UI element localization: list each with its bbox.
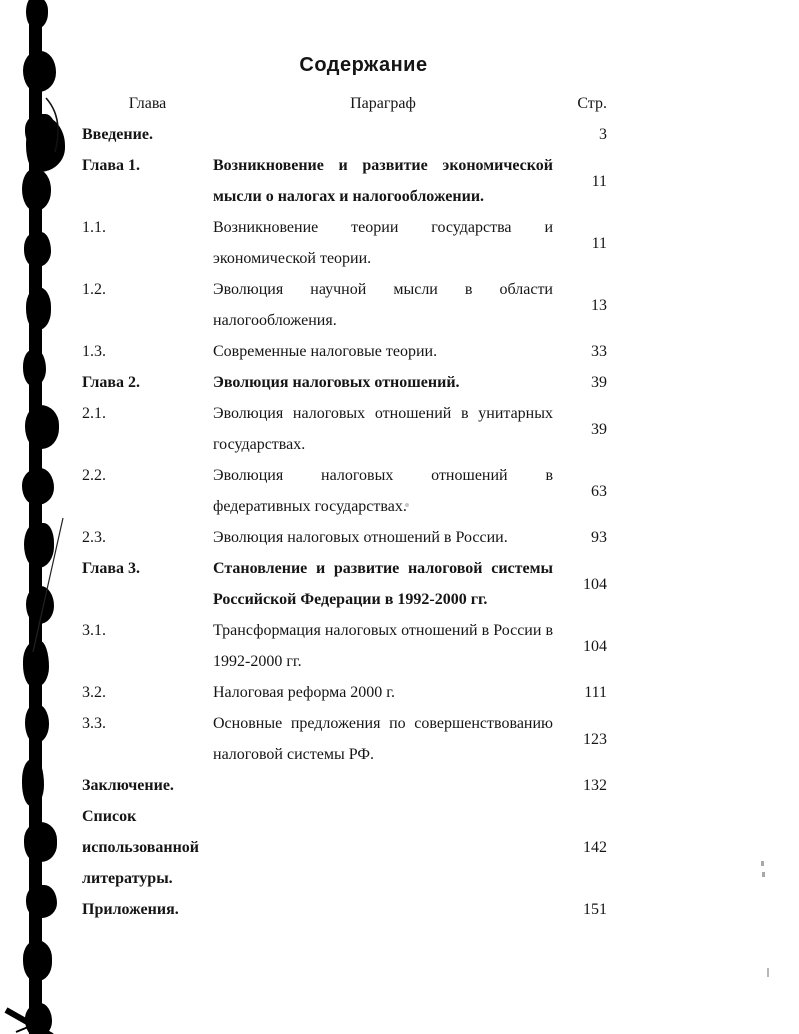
binding-hole-mark <box>26 586 54 624</box>
toc-row-paragraph: Трансформация налоговых отношений в России в 1992-2000 гг. <box>213 622 553 670</box>
toc-row-page-number: 33 <box>591 343 607 360</box>
binding-hole-mark <box>26 885 57 918</box>
toc-row-chapter: 3.1. <box>82 622 106 639</box>
toc-row-chapter: 1.1. <box>82 219 106 236</box>
toc-row <box>82 708 607 770</box>
table-of-contents <box>82 0 607 925</box>
toc-row-chapter: 1.3. <box>82 343 106 360</box>
toc-row-chapter: 2.3. <box>82 529 106 546</box>
binding-hole-mark <box>26 0 48 29</box>
toc-row <box>82 522 607 553</box>
toc-row-chapter: Глава 3. <box>82 560 140 577</box>
ink-blot <box>26 116 65 172</box>
toc-row-page-number: 11 <box>591 234 607 252</box>
toc-row-paragraph: Эволюция налоговых отношений в федеративных государствах. <box>213 467 553 515</box>
binding-hole-mark <box>22 759 44 806</box>
toc-row-paragraph <box>213 119 553 150</box>
toc-rows <box>82 119 607 925</box>
page-title: Содержание <box>299 54 428 76</box>
toc-row-page-number: 104 <box>583 575 607 593</box>
toc-row-page-number: 39 <box>591 374 607 391</box>
header-page: Стр. <box>577 95 607 112</box>
toc-row <box>82 553 607 615</box>
toc-row-chapter: Заключение. <box>82 777 174 794</box>
scan-speck <box>761 861 764 866</box>
binding-hole-mark <box>24 232 51 267</box>
toc-row <box>82 274 607 336</box>
toc-row-chapter: Список использованной литературы. <box>82 808 199 887</box>
toc-row <box>82 336 607 367</box>
toc-row-paragraph: Эволюция налоговых отношений в России. <box>213 529 508 546</box>
toc-row <box>82 615 607 677</box>
toc-row-page-number: 151 <box>583 901 607 918</box>
binding-hole-mark <box>26 287 51 330</box>
binding-hole-mark <box>25 1003 52 1034</box>
toc-row-page-number: 104 <box>583 637 607 655</box>
toc-row <box>82 460 607 522</box>
toc-row-paragraph: Основные предложения по совершенствованию налоговой системы РФ. <box>213 715 553 763</box>
toc-row <box>82 212 607 274</box>
column-headers <box>82 88 607 119</box>
toc-row-page-number: 11 <box>591 172 607 190</box>
toc-row-chapter: Глава 2. <box>82 374 140 391</box>
binding-hole-mark <box>25 405 59 449</box>
toc-row-chapter: 2.2. <box>82 467 106 484</box>
header-chapter: Глава <box>128 95 167 112</box>
toc-row-chapter: 1.2. <box>82 281 106 298</box>
toc-row-page-number: 63 <box>591 482 607 500</box>
toc-row-paragraph <box>213 894 553 925</box>
binding-hole-mark <box>22 169 51 211</box>
toc-row-page-number: 132 <box>583 777 607 794</box>
toc-row-paragraph: Налоговая реформа 2000 г. <box>213 684 396 701</box>
binding-hole-mark <box>24 523 54 568</box>
toc-row-paragraph: Возникновение теории государства и экономической теории. <box>213 219 553 267</box>
toc-row-paragraph: Эволюция налоговых отношений в унитарных государствах. <box>213 405 553 453</box>
toc-row-chapter: 2.1. <box>82 405 106 422</box>
toc-row <box>82 770 607 801</box>
toc-row-page-number: 111 <box>584 684 607 701</box>
toc-row-chapter: 3.3. <box>82 715 106 732</box>
toc-row-page-number: 39 <box>591 420 607 438</box>
toc-row-paragraph <box>213 801 553 894</box>
toc-row-paragraph: Возникновение и развитие экономической мысли о налогах и налогообложении. <box>213 157 553 205</box>
toc-row <box>82 894 607 925</box>
toc-row-page-number: 123 <box>583 730 607 748</box>
toc-row-chapter: Введение. <box>82 126 153 143</box>
toc-row-paragraph <box>213 770 553 801</box>
binding-hole-mark <box>24 822 57 862</box>
toc-row <box>82 119 607 150</box>
toc-row-paragraph: Эволюция налоговых отношений. <box>213 374 460 391</box>
toc-row-paragraph: Современные налоговые теории. <box>213 343 438 360</box>
toc-row <box>82 801 607 894</box>
binding-hole-mark <box>25 704 49 743</box>
toc-row <box>82 677 607 708</box>
toc-row-chapter: Приложения. <box>82 901 179 918</box>
binding-hole-mark <box>23 641 49 687</box>
toc-row <box>82 367 607 398</box>
toc-row-page-number: 93 <box>591 529 607 546</box>
toc-row-page-number: 142 <box>583 839 607 856</box>
header-paragraph: Параграф <box>350 95 416 112</box>
scan-speck <box>767 968 769 977</box>
toc-row <box>82 150 607 212</box>
binding-hole-mark <box>23 940 52 981</box>
toc-row-chapter: Глава 1. <box>82 157 140 174</box>
toc-row-chapter: 3.2. <box>82 684 106 701</box>
toc-row-paragraph: Эволюция научной мысли в области налогообложения. <box>213 281 553 329</box>
toc-row-paragraph: Становление и развитие налоговой системы Российской Федерации в 1992-2000 гг. <box>213 560 553 608</box>
scan-speck <box>762 872 765 877</box>
binding-hole-mark <box>22 468 54 505</box>
toc-row-page-number: 3 <box>599 126 607 143</box>
binding-hole-mark <box>23 51 56 92</box>
binding-hole-mark <box>23 350 46 386</box>
toc-row <box>82 398 607 460</box>
toc-row-page-number: 13 <box>591 296 607 314</box>
